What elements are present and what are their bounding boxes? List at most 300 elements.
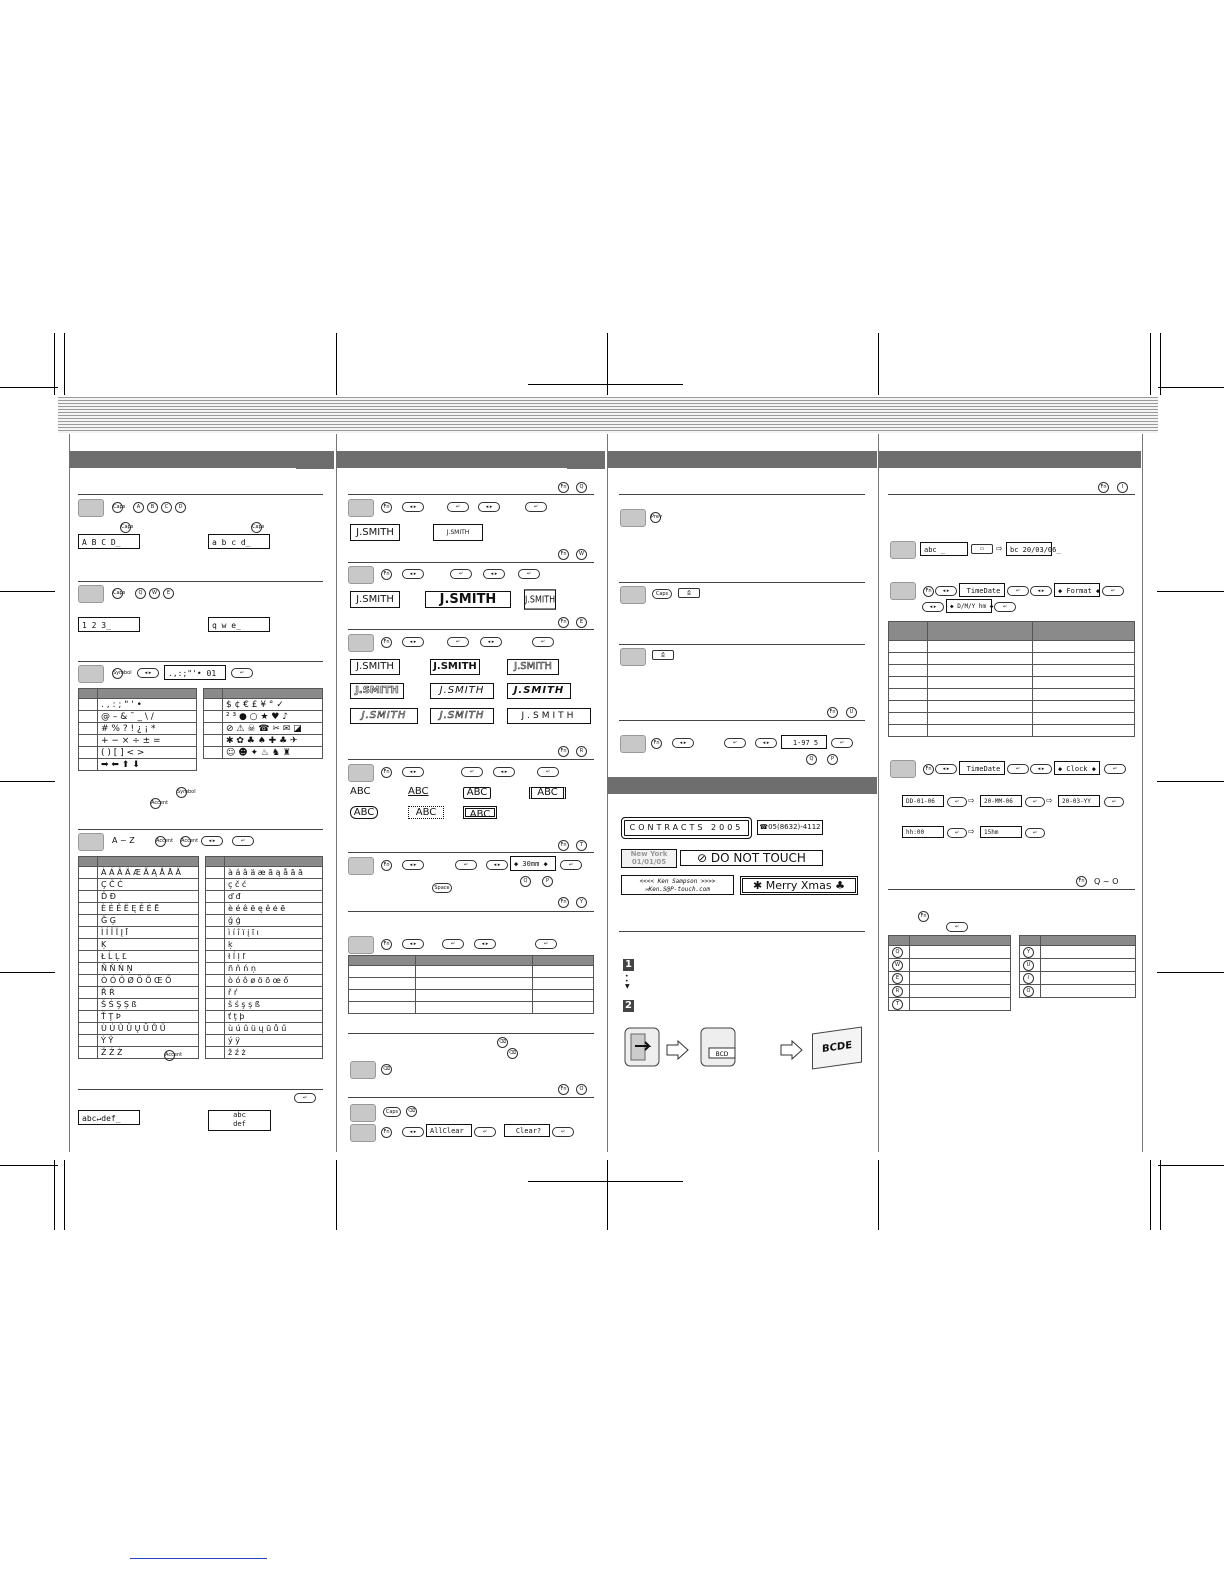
t-key[interactable]: T (576, 840, 587, 851)
print-display: 1-97 5 (781, 735, 827, 749)
enter-key[interactable]: ↵ (1102, 586, 1124, 596)
date-display: 20-MM-06 (980, 795, 1022, 807)
fn-key[interactable]: Fn (923, 586, 934, 597)
memory-slot (910, 959, 1011, 972)
lcd-display: q w e_ (208, 617, 270, 632)
row-marker (206, 1023, 225, 1035)
accent-key[interactable]: Accent (180, 836, 191, 847)
accent-row: ł ĺ ļ ľ (225, 951, 323, 963)
a-key[interactable]: A (133, 502, 144, 513)
symbol-row: ☺ ☻ ✦ ♨ ♞ ♜ (223, 747, 323, 759)
fn-key[interactable]: Fn (381, 1127, 392, 1138)
symbol-table (78, 688, 197, 771)
fn-key[interactable]: Fn (381, 502, 392, 513)
crop-mark (64, 1160, 65, 1230)
lcd-display: abc↵def_ (78, 1110, 140, 1125)
section-bar (878, 451, 1141, 468)
accent-row: Ķ (98, 939, 199, 951)
enter-key[interactable]: ↵ (1007, 586, 1029, 596)
e-key[interactable]: E (163, 588, 174, 599)
enter-key[interactable]: ↵ (450, 569, 472, 579)
divider (348, 1097, 594, 1098)
row-marker (79, 939, 98, 951)
u-key[interactable]: U (846, 707, 857, 718)
accent-row: Ý Ÿ (98, 1035, 199, 1047)
fn-key[interactable]: Fn (923, 764, 934, 775)
step-arrow: • • ▼ (625, 973, 630, 990)
cursor-key[interactable]: ◂ ▸ (402, 569, 424, 579)
line-1: abc (233, 1111, 246, 1119)
enter-key[interactable]: ↵ (994, 602, 1016, 612)
enter-key[interactable]: ↵ (947, 828, 967, 838)
enter-key[interactable]: ↵ (552, 1127, 574, 1137)
frame-sample: ABC (463, 806, 497, 819)
style-label: J.SMITH (507, 708, 591, 724)
accent-key[interactable]: Accent (164, 1050, 175, 1061)
divider (78, 581, 323, 582)
svg-text:BCD: BCD (715, 1051, 729, 1058)
sample-tape: CONTRACTS 2005 (621, 817, 752, 839)
enter-key[interactable]: ↵ (442, 939, 464, 949)
cursor-key[interactable]: ◂ ▸ (402, 637, 424, 647)
memory-slot (910, 985, 1011, 998)
divider (888, 889, 1135, 890)
lcd-display: abc _ (920, 542, 968, 556)
accent-row: ğ ģ (225, 915, 323, 927)
style-label: J.SMITH (350, 683, 404, 699)
row-marker (79, 867, 98, 879)
cursor-key[interactable]: ◂ ▸ (922, 602, 944, 612)
section-bar (336, 451, 605, 468)
cursor-key[interactable]: ◂ ▸ (474, 939, 496, 949)
e-key[interactable]: E (576, 617, 587, 628)
row-marker (206, 999, 225, 1011)
accent-row: ç č ć (225, 879, 323, 891)
q-key[interactable]: Q (576, 482, 587, 493)
symbol-row: @ – & ¯ _ \ / (98, 711, 197, 723)
cursor-key[interactable]: ◂ ▸ (1030, 764, 1052, 774)
section-bar-arrow (567, 438, 607, 469)
divider (348, 1033, 594, 1034)
fn-key[interactable]: Fn (827, 707, 838, 718)
divider (619, 644, 865, 645)
enter-key[interactable]: ↵ (537, 767, 559, 777)
row-marker (206, 879, 225, 891)
menu-display: TimeDate (959, 761, 1005, 775)
fn-key[interactable]: Fn (651, 738, 662, 749)
e-key[interactable]: E (892, 973, 903, 984)
symbol-row: ⊘ ⚠ ☠ ☎ ✂ ✉ ◪ (223, 723, 323, 735)
enter-key[interactable]: ↵ (1007, 764, 1029, 774)
arrow-icon: ⇨ (968, 796, 975, 805)
cursor-key[interactable]: ◂ ▸ (201, 836, 223, 846)
crop-mark (0, 387, 58, 388)
lcd-display: 1 2 3_ (78, 617, 140, 632)
symbol-row: $ ¢ € £ ¥ ° ✓ (223, 699, 323, 711)
symbol-row: ( ) [ ] < > (98, 747, 197, 759)
divider (619, 931, 865, 932)
divider (348, 494, 594, 495)
w-key[interactable]: W (149, 588, 160, 599)
row-marker (79, 903, 98, 915)
q-key[interactable]: Q (520, 876, 531, 887)
cursor-key[interactable]: ◂ ▸ (402, 502, 424, 512)
preview-key[interactable]: Prev (650, 512, 661, 523)
crop-mark (54, 1160, 55, 1230)
enter-key[interactable]: ↵ (461, 767, 483, 777)
hand-icon (78, 585, 104, 603)
p-key[interactable]: P (542, 876, 553, 887)
memory-table (888, 935, 1011, 1011)
r-key[interactable]: R (576, 746, 587, 757)
enter-key[interactable]: ↵ (447, 502, 469, 512)
b-key[interactable]: B (147, 502, 158, 513)
fn-key[interactable]: Fn (558, 897, 569, 908)
fn-key[interactable]: Fn (558, 482, 569, 493)
key-range: A ~ Z (112, 836, 135, 845)
q-key[interactable]: Q (892, 947, 903, 958)
sample-line: <<<< Ken Sampson >>>> (639, 878, 716, 885)
crop-mark (1158, 387, 1224, 388)
cursor-key[interactable]: ◂ ▸ (486, 860, 508, 870)
column-divider (1142, 434, 1143, 1152)
enter-key[interactable]: ↵ (946, 922, 968, 932)
enter-key[interactable]: ↵ (1104, 797, 1124, 807)
accent-row: ò ó ô ø ö õ œ ő (225, 975, 323, 987)
w-key[interactable]: W (576, 549, 587, 560)
clear-key[interactable]: ⌫ (406, 1106, 417, 1117)
key-range: Q ~ O (1094, 877, 1119, 886)
accent-row: š ś ş ș ß (225, 999, 323, 1011)
row-marker (206, 987, 225, 999)
accent-row: è é ê ë ę ě ė ē (225, 903, 323, 915)
fn-key[interactable]: Fn (558, 746, 569, 757)
enter-key[interactable]: ↵ (455, 860, 477, 870)
space-key[interactable]: Space (432, 883, 452, 893)
divider (78, 829, 323, 830)
accent-row: Š Ś Ş Ș ß (98, 999, 199, 1011)
section-bar (607, 777, 877, 794)
enter-key[interactable]: ↵ (532, 637, 554, 647)
hand-icon (348, 566, 374, 584)
style-label: J.SMITH (430, 683, 494, 699)
cut-tape: BCDE (812, 1026, 862, 1069)
fn-key[interactable]: Fn (1076, 876, 1087, 887)
row-marker (79, 879, 98, 891)
clear-key[interactable]: ⌫ (381, 1064, 392, 1075)
cursor-key[interactable]: ◂ ▸ (137, 668, 159, 678)
lcd-display: A B C D_ (78, 534, 140, 549)
i-key[interactable]: I (1117, 482, 1128, 493)
crop-mark (607, 333, 608, 395)
date-key[interactable]: ▭ (971, 544, 993, 554)
row-marker (79, 1035, 98, 1047)
accent-row: À Á Â Ä Æ Ã Ą Å Ā Ă (98, 867, 199, 879)
frame-sample: ABC (350, 806, 378, 819)
q-key[interactable]: Q (135, 588, 146, 599)
fn-key[interactable]: Fn (381, 637, 392, 648)
p-key[interactable]: P (827, 754, 838, 765)
accent-row: ķ (225, 939, 323, 951)
sample-line: ✉Ken.S@P-touch.com (644, 886, 711, 893)
line-2: def (233, 1120, 246, 1128)
step-number: 2 (623, 1000, 634, 1012)
enter-key[interactable]: ↵ (1025, 828, 1045, 838)
cursor-key[interactable]: ◂ ▸ (480, 637, 502, 647)
fn-key[interactable]: Fn (381, 860, 392, 871)
fn-key[interactable]: Fn (1098, 482, 1109, 493)
cursor-key[interactable]: ◂ ▸ (493, 767, 515, 777)
menu-display: ◆ D/M/Y hm ◆ (946, 599, 992, 613)
hand-icon (348, 857, 374, 875)
row-marker (79, 963, 98, 975)
cursor-key[interactable]: ◂ ▸ (935, 586, 957, 596)
u-key[interactable]: U (1023, 960, 1034, 971)
crop-mark (64, 333, 65, 395)
accent-row: Ñ Ň Ń Ņ (98, 963, 199, 975)
enter-key[interactable]: ↵ (231, 668, 253, 678)
cursor-key[interactable]: ◂ ▸ (402, 1127, 424, 1137)
enter-key[interactable]: ↵ (447, 637, 469, 647)
crop-mark (1158, 1165, 1224, 1166)
fn-key[interactable]: Fn (558, 549, 569, 560)
row-marker (206, 903, 225, 915)
memory-slot (910, 946, 1011, 959)
crop-mark (1157, 781, 1224, 782)
memory-slot (910, 972, 1011, 985)
menu-display: ◆ Clock ◆ (1054, 761, 1100, 775)
row-marker (79, 915, 98, 927)
crop-mark (1157, 972, 1224, 973)
accent-row: Ò Ó Ô Ø Ö Õ Œ Ő (98, 975, 199, 987)
divider (348, 759, 594, 760)
q-key[interactable]: Q (806, 754, 817, 765)
style-label: J.SMITH (350, 659, 400, 675)
accent-key[interactable]: Accent (150, 798, 161, 809)
fn-key[interactable]: Fn (381, 939, 392, 950)
enter-key[interactable]: ↵ (1104, 764, 1126, 774)
date-display: DD-01-06 (902, 795, 944, 807)
enter-key[interactable]: ↵ (724, 738, 746, 748)
hand-icon (620, 648, 646, 666)
y-key[interactable]: Y (576, 897, 587, 908)
crop-mark (1150, 333, 1151, 395)
cursor-key[interactable]: ◂ ▸ (755, 738, 777, 748)
row-marker (79, 927, 98, 939)
crop-mark (1160, 333, 1161, 395)
size-label: J.SMITH (350, 591, 400, 608)
enter-key[interactable]: ↵ (1025, 797, 1045, 807)
cursor-key[interactable]: ◂ ▸ (1030, 586, 1052, 596)
step-number: 1 (623, 959, 634, 971)
caps-key[interactable]: Caps (652, 589, 672, 599)
frame-sample: ABC (408, 806, 444, 819)
enter-key[interactable]: ↵ (535, 939, 557, 949)
accent-table (205, 856, 323, 1059)
caps-key[interactable]: Caps (112, 502, 123, 513)
caps-key[interactable]: Caps (112, 588, 123, 599)
crop-mark (1160, 1160, 1161, 1230)
print-key[interactable]: ⎙ (652, 650, 674, 660)
hand-icon (890, 582, 916, 600)
fn-key[interactable]: Fn (381, 569, 392, 580)
fn-key[interactable]: Fn (558, 1084, 569, 1095)
enter-key[interactable]: ↵ (474, 1127, 496, 1137)
enter-key[interactable]: ↵ (518, 569, 540, 579)
accent-row: ù ú û ü ų ū ů ű (225, 1023, 323, 1035)
row-marker (206, 927, 225, 939)
style-label: J.SMITH (430, 708, 494, 724)
style-label: J.SMITH (350, 708, 418, 724)
fn-key[interactable]: Fn (558, 840, 569, 851)
arrow-icon: ⇨ (1046, 796, 1053, 805)
row-marker (206, 891, 225, 903)
crop-mark (54, 333, 55, 395)
accent-row: Ğ Ģ (98, 915, 199, 927)
frame-sample: ABC (463, 787, 491, 799)
section-bar (69, 451, 334, 468)
memory-slot (910, 998, 1011, 1011)
cursor-key[interactable]: ◂ ▸ (935, 764, 957, 774)
style-label: J.SMITH (507, 659, 559, 675)
memory-table (1019, 935, 1136, 998)
cursor-key[interactable]: ◂ ▸ (483, 569, 505, 579)
accent-row: ť ţ þ (225, 1011, 323, 1023)
lcd-display: a b c d_ (208, 534, 270, 549)
row-marker (79, 999, 98, 1011)
crop-mark (1150, 1160, 1151, 1230)
sample-label: J.SMITH (350, 524, 400, 541)
divider (78, 661, 323, 662)
hand-icon (348, 936, 374, 954)
device-illustration (697, 1024, 739, 1070)
crop-mark (528, 384, 683, 385)
row-marker (79, 1023, 98, 1035)
row-marker (206, 915, 225, 927)
row-marker (206, 951, 225, 963)
header-stripe-band (58, 397, 1158, 433)
o-key[interactable]: O (576, 1084, 587, 1095)
enter-key[interactable]: ↵ (947, 797, 967, 807)
footer-rule (130, 1558, 267, 1559)
cursor-key[interactable]: ◂ ▸ (402, 767, 424, 777)
divider (348, 852, 594, 853)
crop-mark (878, 333, 879, 395)
sample-label: J.SMITH (433, 524, 483, 541)
caps-key[interactable]: Caps (251, 522, 262, 533)
divider (348, 562, 594, 563)
two-line-display (208, 1110, 271, 1131)
divider (888, 494, 1135, 495)
enter-key[interactable]: ↵ (831, 738, 853, 748)
time-display: 15hm (980, 826, 1022, 838)
clear-key[interactable]: ⌫ (497, 1037, 508, 1048)
cursor-key[interactable]: ◂ ▸ (478, 502, 500, 512)
row-marker (79, 951, 98, 963)
clear-key[interactable]: ⌫ (507, 1048, 518, 1059)
row-marker (206, 963, 225, 975)
cursor-key[interactable]: ◂ ▸ (402, 860, 424, 870)
accent-row: Ł Ĺ Ļ Ľ (98, 951, 199, 963)
accent-row: Ď Đ (98, 891, 199, 903)
crop-mark (0, 972, 55, 973)
row-marker (79, 1011, 98, 1023)
w-key[interactable]: W (892, 960, 903, 971)
t-key[interactable]: T (892, 999, 903, 1010)
device-illustration (621, 1024, 663, 1070)
caps-key[interactable]: Caps (383, 1107, 401, 1117)
symbol-key[interactable]: Symbol (176, 787, 187, 798)
accent-row: Ù Ú Û Ü Ų Ū Ů Ű (98, 1023, 199, 1035)
enter-key[interactable]: ↵ (294, 1093, 316, 1103)
symbol-row: . , : ; " ' • (98, 699, 197, 711)
hand-icon (620, 586, 646, 604)
accent-row: ď đ (225, 891, 323, 903)
divider (619, 582, 865, 583)
divider (619, 494, 865, 495)
memory-slot (1041, 972, 1136, 985)
enter-key[interactable]: ↵ (525, 502, 547, 512)
section-bar-arrow (296, 438, 336, 469)
sample-tape: ⊘ DO NOT TOUCH (680, 850, 823, 866)
symbol-key[interactable]: Symbol (112, 668, 123, 679)
r-key[interactable]: R (892, 986, 903, 997)
enter-key[interactable]: ↵ (560, 860, 582, 870)
row-marker (206, 867, 225, 879)
row-marker (206, 975, 225, 987)
c-key[interactable]: C (161, 502, 172, 513)
hand-icon (350, 1124, 376, 1142)
cursor-key[interactable]: ◂ ▸ (402, 939, 424, 949)
caps-key[interactable]: Caps (120, 522, 131, 533)
hand-icon (78, 665, 104, 683)
crop-mark (0, 1165, 58, 1166)
d-key[interactable]: D (175, 502, 186, 513)
sample-tape (621, 875, 734, 895)
divider (619, 720, 865, 721)
accent-row: Ç Č Ć (98, 879, 199, 891)
accent-row: ž ź ż (225, 1047, 323, 1059)
symbol-row: + − × ÷ ± = (98, 735, 197, 747)
sample-tape: ✱ Merry Xmas ♣ (740, 876, 858, 895)
symbol-row: # % ? ! ¿ ¡ * (98, 723, 197, 735)
i-key[interactable]: I (1023, 973, 1034, 984)
hand-icon (890, 760, 916, 778)
accent-row: à á â ä æ ã ą å ā ă (225, 867, 323, 879)
crop-mark (878, 1160, 879, 1230)
cursor-key[interactable]: ◂ ▸ (672, 738, 694, 748)
fn-key[interactable]: Fn (558, 617, 569, 628)
o-key[interactable]: O (1023, 986, 1034, 997)
divider (78, 494, 323, 495)
memory-slot (1041, 959, 1136, 972)
size-label: J.SMITH (524, 589, 556, 609)
size-label: J.SMITH (425, 591, 511, 608)
option-table (348, 955, 594, 1014)
accent-table (78, 856, 199, 1059)
fn-key[interactable]: Fn (918, 911, 929, 922)
fn-key[interactable]: Fn (381, 767, 392, 778)
sample-line: 01/01/05 (631, 858, 667, 866)
row-marker (79, 891, 98, 903)
enter-key[interactable]: ↵ (232, 836, 254, 846)
print-key[interactable]: ⎙ (678, 588, 700, 598)
accent-row: ì í î ï į ī ı (225, 927, 323, 939)
y-key[interactable]: Y (1023, 947, 1034, 958)
accent-key[interactable]: Accent (155, 836, 166, 847)
accent-row: Ž Ź Ż (98, 1047, 199, 1059)
column-divider (336, 434, 337, 1152)
